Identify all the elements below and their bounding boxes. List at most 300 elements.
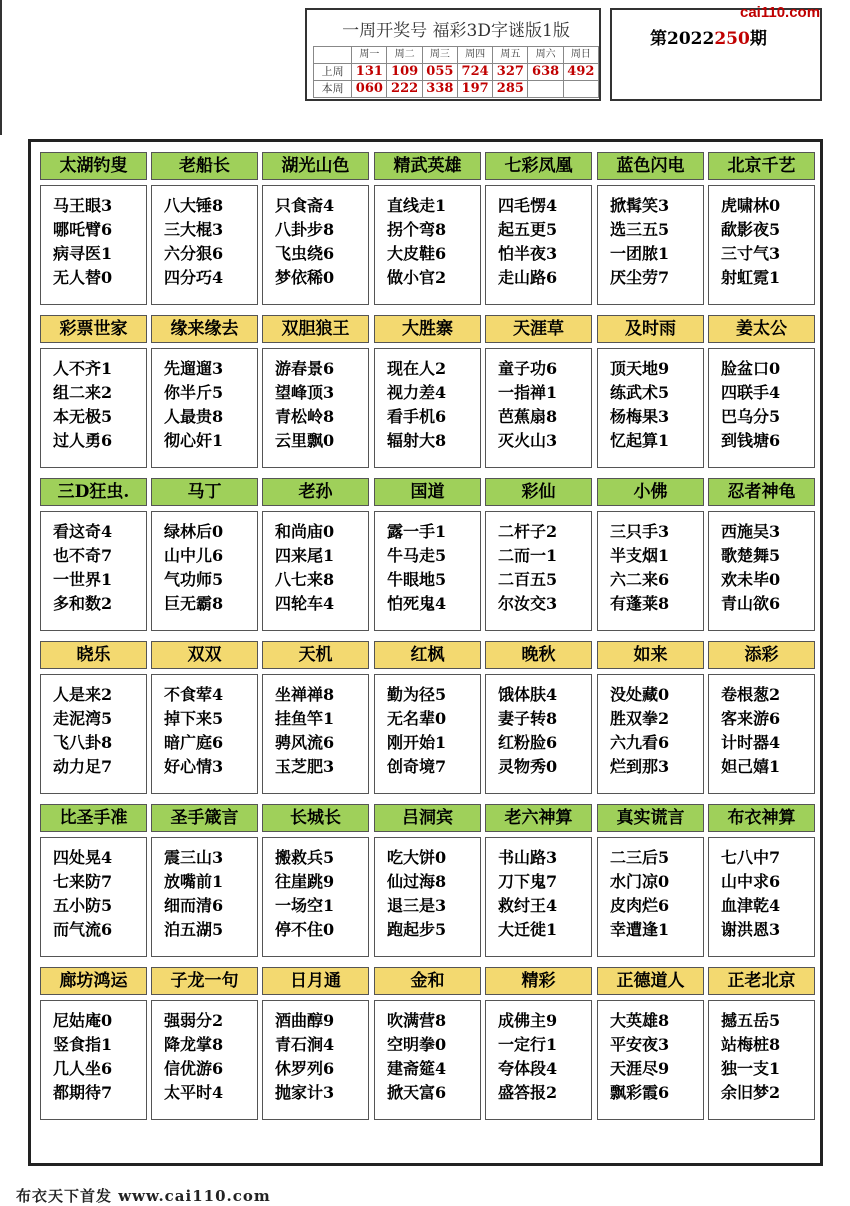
issue-number: 250 (714, 29, 750, 49)
riddle-body (374, 837, 481, 957)
riddle-line: 不食荤4 (164, 685, 224, 704)
riddle-line: 到钱塘6 (721, 431, 781, 450)
riddle-line: 吃大饼0 (387, 848, 447, 867)
riddle-line: 脸盆口0 (721, 359, 781, 378)
this-week-number (528, 81, 563, 98)
riddle-line: 信优游6 (164, 1059, 224, 1078)
riddle-card (485, 315, 592, 468)
riddle-card (485, 641, 592, 794)
riddle-line: 泊五湖5 (164, 920, 224, 939)
riddle-body (597, 185, 704, 305)
riddle-line: 三只手3 (610, 522, 670, 541)
riddle-line: 七来防7 (53, 872, 113, 891)
riddle-body (708, 348, 815, 468)
riddle-body (597, 511, 704, 631)
riddle-line: 刀下鬼7 (498, 872, 558, 891)
riddle-card (485, 152, 592, 305)
riddle-author: 湖光山色 (262, 152, 369, 180)
riddle-body (262, 674, 369, 794)
riddle-card (40, 967, 147, 1120)
riddle-line: 跑起步5 (387, 920, 447, 939)
riddle-line: 半支烟1 (610, 546, 670, 565)
riddle-line: 暗广庭6 (164, 733, 224, 752)
corner-cell (314, 47, 352, 64)
riddle-line: 也不奇7 (53, 546, 113, 565)
riddle-body (485, 185, 592, 305)
riddle-line: 二杆子2 (498, 522, 558, 541)
riddle-body (374, 511, 481, 631)
riddle-line: 无人替0 (53, 268, 113, 287)
riddle-card (151, 152, 258, 305)
riddle-card (485, 804, 592, 957)
riddle-author: 老孙 (262, 478, 369, 506)
riddle-grid (28, 139, 823, 1166)
riddle-author: 小佛 (597, 478, 704, 506)
riddle-author: 天机 (262, 641, 369, 669)
riddle-line: 掉下来5 (164, 709, 224, 728)
riddle-line: 站梅桩8 (721, 1035, 781, 1054)
last-week-number: 638 (528, 64, 563, 81)
riddle-body (708, 511, 815, 631)
riddle-line: 独一支1 (721, 1059, 781, 1078)
riddle-body (151, 1000, 258, 1120)
riddle-body (485, 674, 592, 794)
riddle-card (374, 641, 481, 794)
draw-results-box (305, 8, 601, 101)
riddle-body (40, 511, 147, 631)
riddle-author: 老船长 (151, 152, 258, 180)
riddle-line: 露一手1 (387, 522, 447, 541)
riddle-line: 无名辈0 (387, 709, 447, 728)
riddle-line: 空明拳0 (387, 1035, 447, 1054)
weekday-sat: 周六 (528, 47, 563, 64)
riddle-card (485, 967, 592, 1120)
riddle-card (151, 641, 258, 794)
riddle-line: 六九看6 (610, 733, 670, 752)
this-week-number: 338 (422, 81, 457, 98)
last-week-row (314, 64, 599, 81)
riddle-line: 梦依稀0 (275, 268, 335, 287)
riddle-body (485, 1000, 592, 1120)
riddle-body (151, 185, 258, 305)
riddle-line: 五小防5 (53, 896, 113, 915)
riddle-line: 山中求6 (721, 872, 781, 891)
riddle-line: 你半斤5 (164, 383, 224, 402)
riddle-author: 双双 (151, 641, 258, 669)
riddle-body (374, 1000, 481, 1120)
riddle-line: 大皮鞋6 (387, 244, 447, 263)
riddle-line: 本无极5 (53, 407, 113, 426)
riddle-body (374, 348, 481, 468)
riddle-line: 射虹霓1 (721, 268, 781, 287)
riddle-line: 山中儿6 (164, 546, 224, 565)
riddle-line: 好心情3 (164, 757, 224, 776)
riddle-line: 停不住0 (275, 920, 335, 939)
riddle-author: 天涯草 (485, 315, 592, 343)
riddle-line: 马王眼3 (53, 196, 113, 215)
last-week-number: 327 (493, 64, 528, 81)
riddle-line: 几人坐6 (53, 1059, 113, 1078)
riddle-body (374, 185, 481, 305)
riddle-card (374, 315, 481, 468)
riddle-line: 刚开始1 (387, 733, 447, 752)
riddle-author: 正老北京 (708, 967, 815, 995)
riddle-card (40, 641, 147, 794)
riddle-author: 圣手箴言 (151, 804, 258, 832)
riddle-author: 红枫 (374, 641, 481, 669)
riddle-author: 彩票世家 (40, 315, 147, 343)
riddle-body (708, 837, 815, 957)
this-week-number: 197 (457, 81, 492, 98)
riddle-card (40, 315, 147, 468)
this-week-number: 060 (352, 81, 387, 98)
riddle-line: 吹满营8 (387, 1011, 447, 1030)
riddle-line: 青石涧4 (275, 1035, 335, 1054)
riddle-line: 芭蕉扇8 (498, 407, 558, 426)
last-week-number: 131 (352, 64, 387, 81)
riddle-author: 精武英雄 (374, 152, 481, 180)
riddle-line: 妲己嬉1 (721, 757, 781, 776)
riddle-card (708, 804, 815, 957)
riddle-author: 廊坊鸿运 (40, 967, 147, 995)
riddle-line: 八七来8 (275, 570, 335, 589)
riddle-author: 金和 (374, 967, 481, 995)
riddle-line: 撼五岳5 (721, 1011, 781, 1030)
riddle-line: 掀天富6 (387, 1083, 447, 1102)
riddle-body (151, 511, 258, 631)
riddle-line: 绿林后0 (164, 522, 224, 541)
riddle-line: 直线走1 (387, 196, 447, 215)
riddle-body (485, 837, 592, 957)
riddle-line: 创奇境7 (387, 757, 447, 776)
riddle-card (597, 478, 704, 631)
this-week-number: 285 (493, 81, 528, 98)
riddle-line: 怕半夜3 (498, 244, 558, 263)
riddle-line: 八大锤8 (164, 196, 224, 215)
riddle-line: 先遛遛3 (164, 359, 224, 378)
riddle-card (597, 967, 704, 1120)
riddle-line: 强弱分2 (164, 1011, 224, 1030)
riddle-body (262, 185, 369, 305)
riddle-body (262, 511, 369, 631)
riddle-line: 往崖跳9 (275, 872, 335, 891)
riddle-body (597, 674, 704, 794)
riddle-body (708, 674, 815, 794)
riddle-line: 竖食指1 (53, 1035, 113, 1054)
riddle-line: 胜双拳2 (610, 709, 670, 728)
riddle-body (597, 348, 704, 468)
riddle-body (708, 185, 815, 305)
riddle-body (262, 1000, 369, 1120)
riddle-author: 缘来缘去 (151, 315, 258, 343)
riddle-line: 怕死鬼4 (387, 594, 447, 613)
riddle-line: 走山路6 (498, 268, 558, 287)
riddle-line: 太平时4 (164, 1083, 224, 1102)
last-week-number: 055 (422, 64, 457, 81)
riddle-line: 杨梅果3 (610, 407, 670, 426)
riddle-author: 晓乐 (40, 641, 147, 669)
riddle-line: 六二来6 (610, 570, 670, 589)
riddle-body (485, 348, 592, 468)
riddle-card (262, 152, 369, 305)
riddle-line: 忆起算1 (610, 431, 670, 450)
riddle-line: 起五更5 (498, 220, 558, 239)
riddle-card (597, 152, 704, 305)
riddle-body (708, 1000, 815, 1120)
riddle-line: 视力差4 (387, 383, 447, 402)
riddle-line: 牛马走5 (387, 546, 447, 565)
riddle-line: 水门凉0 (610, 872, 670, 891)
riddle-line: 走泥湾5 (53, 709, 113, 728)
riddle-line: 卷根葱2 (721, 685, 781, 704)
riddle-line: 仙过海8 (387, 872, 447, 891)
riddle-line: 震三山3 (164, 848, 224, 867)
riddle-line: 四轮车4 (275, 594, 335, 613)
riddle-line: 人不齐1 (53, 359, 113, 378)
riddle-body (485, 511, 592, 631)
riddle-line: 三大棍3 (164, 220, 224, 239)
riddle-author: 晚秋 (485, 641, 592, 669)
riddle-author: 真实谎言 (597, 804, 704, 832)
riddle-body (374, 674, 481, 794)
riddle-line: 八卦步8 (275, 220, 335, 239)
riddle-line: 大英雄8 (610, 1011, 670, 1030)
weekday-wed: 周三 (422, 47, 457, 64)
riddle-line: 四来尾1 (275, 546, 335, 565)
riddle-author: 彩仙 (485, 478, 592, 506)
riddle-author: 姜太公 (708, 315, 815, 343)
riddle-line: 望峰顶3 (275, 383, 335, 402)
riddle-line: 酒曲醇9 (275, 1011, 335, 1030)
riddle-card (708, 152, 815, 305)
riddle-body (40, 348, 147, 468)
riddle-line: 书山路3 (498, 848, 558, 867)
riddle-line: 一场空1 (275, 896, 335, 915)
riddle-body (40, 674, 147, 794)
riddle-card (597, 315, 704, 468)
riddle-line: 练武术5 (610, 383, 670, 402)
riddle-line: 哪吒臂6 (53, 220, 113, 239)
riddle-card (262, 804, 369, 957)
riddle-card (262, 478, 369, 631)
riddle-line: 歌楚舞5 (721, 546, 781, 565)
riddle-line: 动力足7 (53, 757, 113, 776)
riddle-line: 过人勇6 (53, 431, 113, 450)
riddle-card (708, 967, 815, 1120)
weekly-draw-table (313, 46, 599, 98)
riddle-card (40, 152, 147, 305)
riddle-line: 人最贵8 (164, 407, 224, 426)
riddle-author: 正德道人 (597, 967, 704, 995)
left-edge-line (0, 0, 2, 135)
riddle-line: 一指禅1 (498, 383, 558, 402)
riddle-author: 双胆狼王 (262, 315, 369, 343)
riddle-body (151, 837, 258, 957)
riddle-line: 红粉脸6 (498, 733, 558, 752)
riddle-line: 四分巧4 (164, 268, 224, 287)
this-week-label: 本周 (314, 81, 352, 98)
riddle-line: 歃影夜5 (721, 220, 781, 239)
riddle-line: 飞虫绕6 (275, 244, 335, 263)
riddle-line: 彻心奸1 (164, 431, 224, 450)
riddle-line: 血津乾4 (721, 896, 781, 915)
riddle-author: 及时雨 (597, 315, 704, 343)
riddle-card (262, 315, 369, 468)
riddle-author: 如来 (597, 641, 704, 669)
riddle-author: 北京千艺 (708, 152, 815, 180)
riddle-author: 七彩凤凰 (485, 152, 592, 180)
weekday-mon: 周一 (352, 47, 387, 64)
header-title: 一周开奖号 福彩3D字谜版1版 (342, 21, 570, 41)
riddle-line: 厌尘劳7 (610, 268, 670, 287)
riddle-line: 飘彩霞6 (610, 1083, 670, 1102)
riddle-author: 大胜寨 (374, 315, 481, 343)
weekday-sun: 周日 (563, 47, 598, 64)
riddle-card (151, 478, 258, 631)
last-week-number: 492 (563, 64, 598, 81)
riddle-author: 比圣手准 (40, 804, 147, 832)
weekday-row (314, 47, 599, 64)
riddle-line: 放嘴前1 (164, 872, 224, 891)
issue-suffix: 期 (749, 29, 767, 49)
weekday-fri: 周五 (493, 47, 528, 64)
last-week-number: 724 (457, 64, 492, 81)
riddle-line: 六分狠6 (164, 244, 224, 263)
riddle-line: 细而清6 (164, 896, 224, 915)
riddle-line: 二百五5 (498, 570, 558, 589)
riddle-line: 计时器4 (721, 733, 781, 752)
this-week-number (563, 81, 598, 98)
riddle-card (708, 315, 815, 468)
riddle-line: 二三后5 (610, 848, 670, 867)
riddle-line: 没处藏0 (610, 685, 670, 704)
riddle-card (374, 152, 481, 305)
riddle-card (40, 804, 147, 957)
riddle-line: 皮肉烂6 (610, 896, 670, 915)
riddle-line: 天涯尽9 (610, 1059, 670, 1078)
riddle-line: 建斋筵4 (387, 1059, 447, 1078)
footer-credit: 布衣天下首发 www.cai110.com (16, 1187, 271, 1205)
riddle-body (40, 837, 147, 957)
riddle-line: 灵物秀0 (498, 757, 558, 776)
riddle-line: 七八中7 (721, 848, 781, 867)
riddle-line: 病寻医1 (53, 244, 113, 263)
riddle-line: 都期待7 (53, 1083, 113, 1102)
riddle-line: 尔汝交3 (498, 594, 558, 613)
riddle-line: 云里飘0 (275, 431, 335, 450)
riddle-body (151, 348, 258, 468)
riddle-line: 四毛愣4 (498, 196, 558, 215)
riddle-line: 四处晃4 (53, 848, 113, 867)
riddle-card (708, 641, 815, 794)
riddle-card (597, 804, 704, 957)
riddle-line: 退三是3 (387, 896, 447, 915)
riddle-line: 搬救兵5 (275, 848, 335, 867)
riddle-author: 忍者神龟 (708, 478, 815, 506)
riddle-line: 看手机6 (387, 407, 447, 426)
riddle-body (597, 1000, 704, 1120)
riddle-line: 骋风流6 (275, 733, 335, 752)
riddle-line: 救纣王4 (498, 896, 558, 915)
riddle-line: 人是来2 (53, 685, 113, 704)
riddle-line: 青松岭8 (275, 407, 335, 426)
riddle-line: 余旧梦2 (721, 1083, 781, 1102)
riddle-author: 国道 (374, 478, 481, 506)
riddle-author: 精彩 (485, 967, 592, 995)
issue-box (610, 8, 822, 101)
issue-label (650, 24, 767, 49)
riddle-line: 和尚庙0 (275, 522, 335, 541)
riddle-author: 长城长 (262, 804, 369, 832)
riddle-line: 巴乌分5 (721, 407, 781, 426)
riddle-author: 太湖钓叟 (40, 152, 147, 180)
this-week-row (314, 81, 599, 98)
riddle-line: 现在人2 (387, 359, 447, 378)
riddle-line: 童子功6 (498, 359, 558, 378)
riddle-card (374, 967, 481, 1120)
riddle-card (374, 804, 481, 957)
riddle-line: 组二来2 (53, 383, 113, 402)
riddle-line: 欢未毕0 (721, 570, 781, 589)
riddle-line: 有蓬莱8 (610, 594, 670, 613)
riddle-body (262, 837, 369, 957)
riddle-card (708, 478, 815, 631)
riddle-line: 四联手4 (721, 383, 781, 402)
riddle-line: 幸遭逢1 (610, 920, 670, 939)
riddle-line: 盛答报2 (498, 1083, 558, 1102)
riddle-card (262, 967, 369, 1120)
riddle-line: 一团脓1 (610, 244, 670, 263)
riddle-card (40, 478, 147, 631)
riddle-line: 看这奇4 (53, 522, 113, 541)
riddle-body (262, 348, 369, 468)
riddle-author: 老六神算 (485, 804, 592, 832)
riddle-line: 玉芝肥3 (275, 757, 335, 776)
riddle-line: 巨无霸8 (164, 594, 224, 613)
riddle-line: 降龙掌8 (164, 1035, 224, 1054)
riddle-line: 顶天地9 (610, 359, 670, 378)
last-week-label: 上周 (314, 64, 352, 81)
riddle-line: 青山欲6 (721, 594, 781, 613)
riddle-line: 平安夜3 (610, 1035, 670, 1054)
riddle-line: 三寸气3 (721, 244, 781, 263)
last-week-number: 109 (387, 64, 422, 81)
riddle-line: 飞八卦8 (53, 733, 113, 752)
riddle-line: 饿体肤4 (498, 685, 558, 704)
riddle-line: 尼姑庵0 (53, 1011, 113, 1030)
riddle-card (262, 641, 369, 794)
riddle-author: 日月通 (262, 967, 369, 995)
riddle-line: 选三五5 (610, 220, 670, 239)
riddle-body (597, 837, 704, 957)
riddle-line: 谢洪恩3 (721, 920, 781, 939)
riddle-line: 坐禅禅8 (275, 685, 335, 704)
riddle-body (40, 185, 147, 305)
riddle-author: 布衣神算 (708, 804, 815, 832)
riddle-line: 拐个弯8 (387, 220, 447, 239)
riddle-body (40, 1000, 147, 1120)
riddle-line: 气功师5 (164, 570, 224, 589)
riddle-line: 一世界1 (53, 570, 113, 589)
this-week-number: 222 (387, 81, 422, 98)
riddle-line: 而气流6 (53, 920, 113, 939)
riddle-line: 牛眼地5 (387, 570, 447, 589)
site-logo[interactable]: cai110.com (740, 4, 821, 21)
riddle-line: 烂到那3 (610, 757, 670, 776)
riddle-author: 三D狂虫. (40, 478, 147, 506)
riddle-line: 只食斋4 (275, 196, 335, 215)
weekday-thu: 周四 (457, 47, 492, 64)
